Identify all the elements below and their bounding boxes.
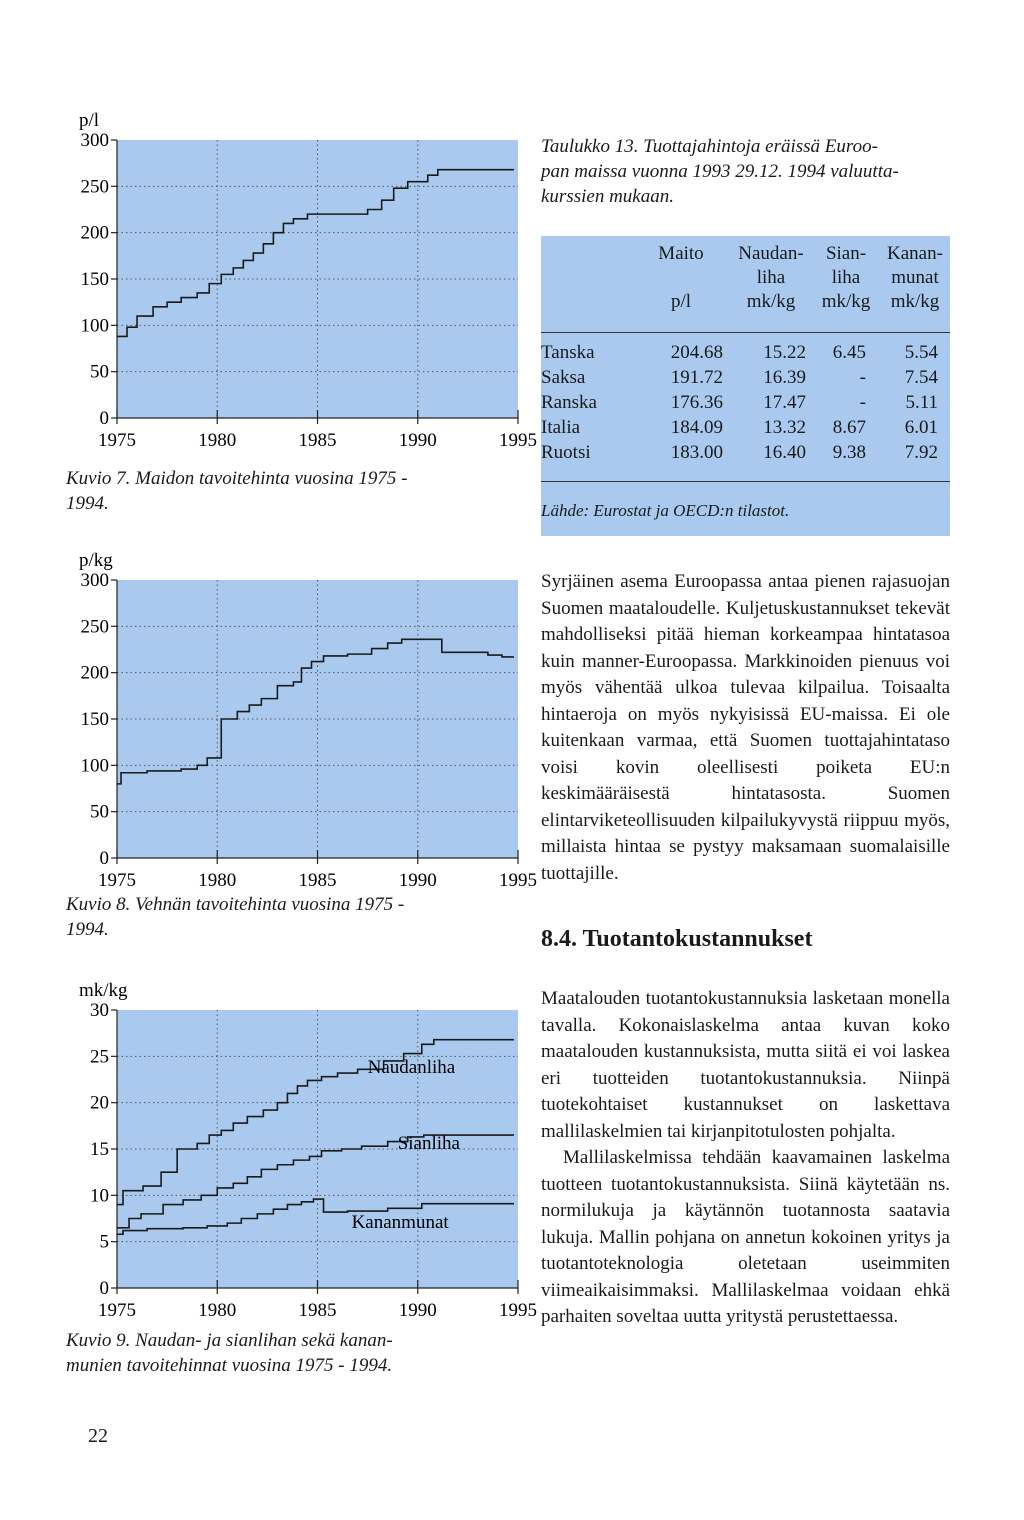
y-tick-label: 100 xyxy=(80,755,109,777)
caption-fig8-line1: Kuvio 8. Vehnän tavoitehinta vuosina 1975 - xyxy=(66,894,405,915)
table-cell: 17.47 xyxy=(763,392,806,413)
paragraph-2-text: Maatalouden tuotantokustannuksia lasketaan monella tavalla. Kokonaislaskelma antaa kuvan koko maatalouden kustannuksista, mutta siitä ei voi laskea eri tuotteiden tuotantokustannuksia. Niinpä tuotekohtaiset kustannukset on laskettava mallilaskelmien tai kirjanpitotulosten pohjalta. xyxy=(541,988,950,1142)
x-tick-label: 1980 xyxy=(198,870,237,891)
x-tick-label: 1995 xyxy=(499,1300,537,1321)
y-tick-label: 50 xyxy=(90,801,109,823)
col-header-naudanliha xyxy=(726,242,816,314)
caption-fig8 xyxy=(66,892,506,942)
table-title xyxy=(541,134,961,209)
y-tick-label: 5 xyxy=(99,1231,109,1253)
x-tick-label: 1985 xyxy=(298,1300,337,1321)
section-heading: 8.4. Tuotantokustannukset xyxy=(541,926,813,952)
x-tick-label: 1975 xyxy=(98,870,136,891)
x-tick-label: 1990 xyxy=(398,870,437,891)
x-tick-label: 1990 xyxy=(398,430,437,451)
table-cell: - xyxy=(859,392,866,413)
y-tick-label: 0 xyxy=(99,848,109,869)
x-tick-label: 1995 xyxy=(499,870,537,891)
col-header-unit: p/l xyxy=(670,291,692,312)
x-tick-label: 1995 xyxy=(499,430,537,451)
col-header-maito xyxy=(641,242,721,314)
caption-fig9 xyxy=(66,1328,506,1378)
table-cell: 204.68 xyxy=(670,342,723,363)
col-header-text xyxy=(641,266,721,290)
price-table xyxy=(541,236,950,536)
chart-milk-svg xyxy=(50,110,537,451)
caption-fig9-line2: munien tavoitehinnat vuosina 1975 - 1994. xyxy=(66,1355,393,1376)
x-tick-label: 1985 xyxy=(298,870,337,891)
y-tick-label: 200 xyxy=(80,662,109,684)
table-row-label: Tanska xyxy=(541,342,595,363)
table-cell: 176.36 xyxy=(670,392,723,413)
table-cell: 16.39 xyxy=(763,367,806,388)
table-cell: 183.00 xyxy=(670,442,723,463)
y-axis-label: p/l xyxy=(79,110,100,131)
col-header-text: liha xyxy=(831,267,861,288)
y-tick-label: 25 xyxy=(90,1046,109,1068)
y-tick-label: 150 xyxy=(80,709,109,730)
y-tick-label: 200 xyxy=(80,222,109,244)
col-header-sianliha xyxy=(811,242,881,314)
table-title-line2: pan maissa vuonna 1993 29.12. 1994 valuutta- xyxy=(541,161,899,182)
caption-fig7-line1: Kuvio 7. Maidon tavoitehinta vuosina 1975 - xyxy=(66,468,408,489)
table-cell: 7.92 xyxy=(904,442,938,463)
x-tick-label: 1975 xyxy=(98,430,136,451)
table-cell: 6.01 xyxy=(904,417,938,438)
y-tick-label: 0 xyxy=(99,1278,109,1299)
table-cell: 6.45 xyxy=(832,342,866,363)
chart-meat-egg-svg xyxy=(50,980,537,1321)
paragraph-2 xyxy=(541,986,950,1331)
y-tick-label: 30 xyxy=(90,1000,109,1021)
table-cell: 7.54 xyxy=(904,367,938,388)
y-tick-label: 150 xyxy=(80,269,109,290)
table-cell: 15.22 xyxy=(763,342,806,363)
caption-fig8-line2: 1994. xyxy=(66,919,109,940)
col-header-kananmunat xyxy=(879,242,951,314)
x-tick-label: 1980 xyxy=(198,430,237,451)
table-rule-bottom xyxy=(541,481,950,482)
table-cell: - xyxy=(859,367,866,388)
y-tick-label: 250 xyxy=(80,616,109,638)
table-cell: 184.09 xyxy=(670,417,723,438)
y-tick-label: 300 xyxy=(80,130,109,151)
table-source: Lähde: Eurostat ja OECD:n tilastot. xyxy=(541,501,790,520)
table-cell: 13.32 xyxy=(763,417,806,438)
chart-meat-egg-price xyxy=(50,980,537,1321)
table-row-label: Ranska xyxy=(541,392,597,413)
table-cell: 9.38 xyxy=(832,442,866,463)
col-header-unit: mk/kg xyxy=(821,291,871,312)
col-header-unit: mk/kg xyxy=(746,291,796,312)
y-tick-label: 10 xyxy=(90,1185,109,1207)
y-tick-label: 300 xyxy=(80,570,109,591)
chart-wheat-price xyxy=(50,550,537,891)
y-tick-label: 20 xyxy=(90,1092,109,1114)
y-tick-label: 100 xyxy=(80,315,109,337)
table-title-line1: Taulukko 13. Tuottajahintoja eräissä Euroo- xyxy=(541,136,878,157)
paragraph-1-text: Syrjäinen asema Euroopassa antaa pienen rajasuojan Suomen maataloudelle. Kuljetuskustannukset tekevät mahdolliseksi pitää hieman korkeampaa hintatasoa kuin manner-Euroopassa. Markkinoiden pienuus voi myös vähentää ulkoa tulevaa kilpailua. Toisaalta hintaeroja on myös nykyisissä EU-maissa. Ei ole kuitenkaan varmaa, että Suomen tuottajahintataso voisi kovin oleellisesti poiketa EU:n keskimääräisestä hintatasosta. Suomen elintarviketeollisuuden kilpailukyvystä riippuu myös, millaista hintaa se pystyy maksamaan suomalaisille tuottajille. xyxy=(541,571,950,884)
paragraph-3-text: Mallilaskelmissa tehdään kaavamainen laskelma tuotteen tuotantokustannuksista. Siinä käytetään ns. normilukuja ja käytännön tuotannosta saatavia lukuja. Mallin pohjana on annetun kokoinen yritys ja tuotantoteknologia oletetaan useimmiten viimeaikaisimmaksi. Mallilaskelmaa voidaan ehkä parhaiten soveltaa uutta yritystä perustettaessa. xyxy=(541,1147,950,1327)
page-number: 22 xyxy=(88,1425,108,1447)
caption-fig7 xyxy=(66,466,506,516)
y-axis-label: mk/kg xyxy=(79,980,128,1001)
table-row-label: Ruotsi xyxy=(541,442,591,463)
y-axis-label: p/kg xyxy=(79,550,113,571)
col-header-text: Sian- xyxy=(825,243,867,264)
table-cell: 16.40 xyxy=(763,442,806,463)
caption-fig9-line1: Kuvio 9. Naudan- ja sianlihan sekä kanan- xyxy=(66,1330,393,1351)
table-row-label: Italia xyxy=(541,417,581,438)
y-tick-label: 0 xyxy=(99,408,109,429)
chart-milk-price xyxy=(50,110,537,451)
series-annotation: Kananmunat xyxy=(351,1211,449,1233)
col-header-text: Kanan- xyxy=(887,243,943,264)
paragraph-1 xyxy=(541,569,950,887)
y-tick-label: 250 xyxy=(80,176,109,198)
col-header-text: Maito xyxy=(658,243,704,264)
col-header-unit: mk/kg xyxy=(890,291,940,312)
chart-wheat-svg xyxy=(50,550,537,891)
series-annotation: Naudanliha xyxy=(367,1057,456,1079)
col-header-text: Naudan- xyxy=(738,243,804,264)
series-annotation: Sianliha xyxy=(397,1133,460,1154)
table-cell: 8.67 xyxy=(832,417,866,438)
table-cell: 5.54 xyxy=(904,342,938,363)
x-tick-label: 1980 xyxy=(198,1300,237,1321)
y-tick-label: 15 xyxy=(90,1139,109,1160)
table-cell: 191.72 xyxy=(670,367,723,388)
table-rule-top xyxy=(541,332,950,333)
x-tick-label: 1975 xyxy=(98,1300,136,1321)
table-row-label: Saksa xyxy=(541,367,586,388)
caption-fig7-line2: 1994. xyxy=(66,493,109,514)
table-cell: 5.11 xyxy=(905,392,938,413)
y-tick-label: 50 xyxy=(90,361,109,383)
col-header-text: liha xyxy=(756,267,786,288)
table-title-line3: kurssien mukaan. xyxy=(541,186,674,207)
x-tick-label: 1985 xyxy=(298,430,337,451)
x-tick-label: 1990 xyxy=(398,1300,437,1321)
col-header-text: munat xyxy=(891,267,939,288)
